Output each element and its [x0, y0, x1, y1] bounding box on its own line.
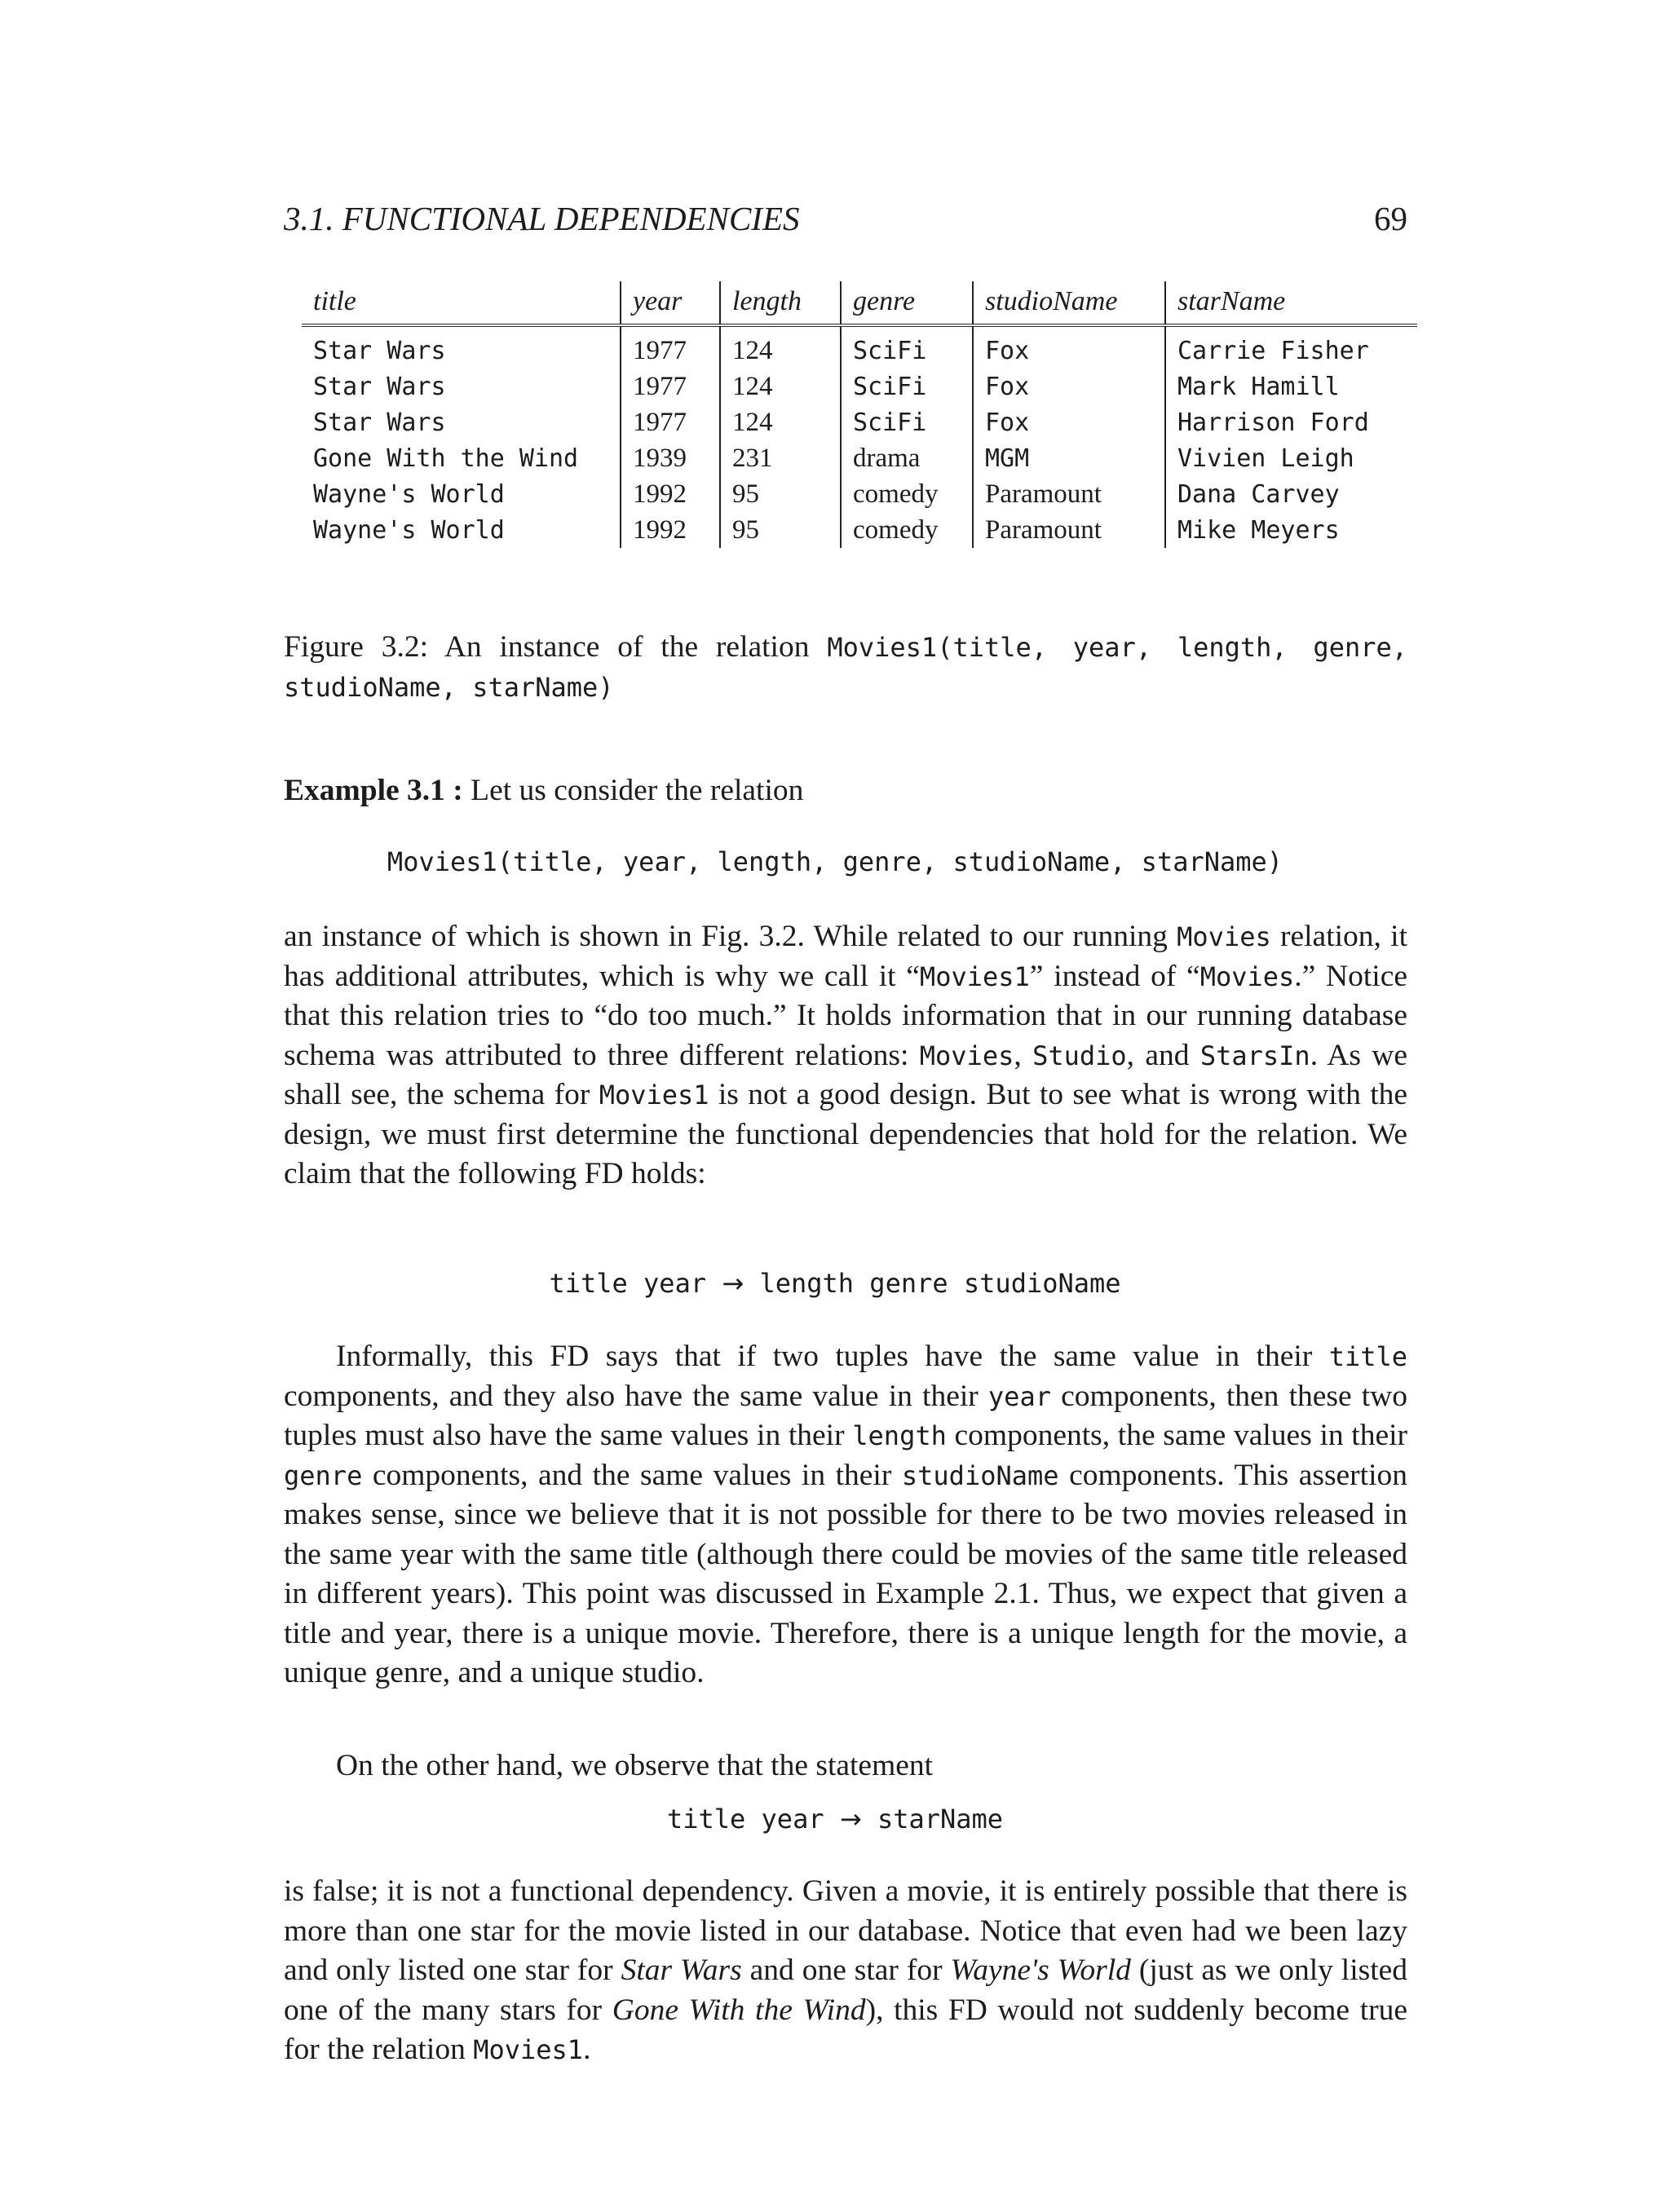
text-run: components. This assertion makes sense, since we believe that it is not possible for there to be two movies released in the same year with the same title (although there could be movies of the same title released in different years). This point was discussed in Example 2.1. Thus, we expect that given a title and year, there is a unique movie. Therefore, there is a unique length for the movie, a unique genre, and a unique studio. — [284, 1458, 1408, 1689]
page-number: 69 — [1374, 200, 1407, 237]
code-run: length — [852, 1420, 947, 1451]
table-row — [302, 369, 1417, 404]
table-row — [302, 404, 1417, 440]
cell-genre: comedy — [841, 512, 973, 548]
cell-title: Wayne's World — [313, 515, 505, 545]
cell-starname: Carrie Fisher — [1165, 325, 1417, 369]
text-run: ), this FD would not suddenly become true for the relation — [284, 1993, 1407, 2066]
cell-year: 1977 — [621, 404, 720, 440]
fd-title-year-determines-starname — [0, 1804, 1670, 1835]
column-header-title: title — [302, 281, 621, 325]
text-run: and one star for — [749, 1954, 943, 1987]
running-head: 3.1. FUNCTIONAL DEPENDENCIES — [284, 200, 800, 237]
code-run: Movies1 — [919, 960, 1030, 992]
text-run: , and — [1126, 1038, 1190, 1072]
cell-studioname: Paramount — [973, 512, 1165, 548]
column-header-genre: genre — [841, 281, 973, 325]
page-header — [284, 199, 1407, 248]
text-run: . As we shall see, the schema for — [284, 1038, 1408, 1111]
paragraph-4 — [284, 1872, 1407, 2070]
text-run: components, and they also have the same value in their — [284, 1379, 979, 1413]
text-run: , — [1014, 1038, 1022, 1072]
text-run: is not a good design. But to see what is wrong with the design, we must first determine the functional dependencies that hold for the relation. We claim that the following FD holds: — [284, 1078, 1408, 1190]
text-run: ” instead of “ — [1029, 959, 1200, 993]
table-row — [302, 476, 1417, 512]
cell-studioname: MGM — [973, 440, 1165, 476]
cell-genre: comedy — [841, 476, 973, 512]
cell-genre: SciFi — [841, 325, 973, 369]
text-run: (just as we only listed one of the many stars for — [284, 1954, 1408, 2027]
caption-relation-code: Movies1(title, year, length, genre, studioName, starName) — [284, 632, 1408, 703]
paragraph-2 — [284, 1337, 1407, 1693]
cell-year: 1977 — [621, 369, 720, 404]
cell-year: 1992 — [621, 476, 720, 512]
cell-year: 1939 — [621, 440, 720, 476]
cell-studioname: Fox — [973, 404, 1165, 440]
cell-title: Wayne's World — [313, 479, 505, 509]
code-run: Movies — [1177, 921, 1271, 952]
table-row — [302, 440, 1417, 476]
cell-title: Star Wars — [313, 408, 446, 437]
cell-year: 1992 — [621, 512, 720, 548]
cell-length: 95 — [720, 512, 841, 548]
code-run: year — [987, 1380, 1051, 1412]
code-run: Movies — [1199, 960, 1295, 992]
paragraph-3: On the other hand, we observe that the statement — [336, 1749, 934, 1782]
cell-length: 231 — [720, 440, 841, 476]
cell-studioname: Paramount — [973, 476, 1165, 512]
italic-run: Gone With the Wind — [612, 1993, 866, 2027]
code-run: studioName — [901, 1459, 1059, 1491]
cell-length: 124 — [720, 325, 841, 369]
italic-run: Star Wars — [621, 1954, 742, 1987]
cell-genre: drama — [841, 440, 973, 476]
example-heading — [284, 773, 803, 808]
fd-rhs: length genre studioName — [759, 1268, 1121, 1299]
table-row — [302, 512, 1417, 548]
text-run: .” Notice that this relation tries to “do too much.” It holds information that in our running database schema was attributed to three different relations: — [284, 959, 1407, 1072]
text-run: relation, it has additional attributes, which is why we call it “ — [284, 920, 1407, 993]
column-header-year: year — [621, 281, 720, 325]
cell-length: 124 — [720, 404, 841, 440]
fd-arrow: → — [839, 1804, 862, 1835]
cell-studioname: Fox — [973, 325, 1165, 369]
fd-title-year-determines-length-genre-studio — [0, 1268, 1670, 1299]
fd-lhs: title year — [666, 1804, 824, 1835]
example-label: Example 3.1 : — [284, 774, 463, 807]
cell-starname: Mark Hamill — [1165, 369, 1417, 404]
fd-arrow: → — [722, 1268, 744, 1299]
code-run: genre — [284, 1459, 363, 1491]
fd-lhs: title year — [549, 1268, 707, 1299]
cell-title: Star Wars — [313, 336, 446, 365]
text-run: components, and the same values in their — [372, 1458, 892, 1492]
cell-title: Star Wars — [313, 372, 446, 401]
table-row — [302, 325, 1417, 369]
fd-rhs: starName — [877, 1804, 1004, 1835]
cell-genre: SciFi — [841, 369, 973, 404]
example-intro: Let us consider the relation — [471, 774, 804, 807]
code-run: Studio — [1032, 1040, 1127, 1071]
cell-year: 1977 — [621, 325, 720, 369]
paragraph-1 — [284, 917, 1407, 1194]
cell-length: 124 — [720, 369, 841, 404]
text-run: an instance of which is shown in Fig. 3.2. While related to our running — [284, 920, 1168, 953]
column-header-starname: starName — [1165, 281, 1417, 325]
cell-starname: Dana Carvey — [1165, 476, 1417, 512]
column-header-studioname: studioName — [973, 281, 1165, 325]
figure-label: Figure 3.2: — [284, 630, 429, 664]
cell-length: 95 — [720, 476, 841, 512]
cell-starname: Vivien Leigh — [1165, 440, 1417, 476]
code-run: Movies1 — [473, 2034, 584, 2065]
cell-starname: Harrison Ford — [1165, 404, 1417, 440]
cell-starname: Mike Meyers — [1165, 512, 1417, 548]
code-run: StarsIn — [1199, 1040, 1310, 1071]
code-run: Movies1 — [599, 1080, 709, 1110]
text-run: components, the same values in their — [954, 1419, 1408, 1452]
table-header-row — [302, 281, 1417, 325]
text-run: components, then these two tuples must also have the same values in their — [284, 1379, 1408, 1452]
column-header-length: length — [720, 281, 841, 325]
text-run: Informally, this FD says that if two tuples have the same value in their — [336, 1340, 1313, 1373]
figure-caption — [284, 628, 1407, 707]
code-run: Movies — [919, 1040, 1014, 1071]
movies1-relation-table — [302, 281, 1417, 548]
cell-title: Gone With the Wind — [313, 444, 579, 473]
cell-genre: SciFi — [841, 404, 973, 440]
relation-display: Movies1(title, year, length, genre, studioName, starName) — [387, 846, 1283, 877]
italic-run: Wayne's World — [950, 1954, 1131, 1987]
code-run: title — [1328, 1341, 1408, 1372]
cell-studioname: Fox — [973, 369, 1165, 404]
text-run: . — [583, 2033, 591, 2066]
text-run: is false; it is not a functional dependency. Given a movie, it is entirely possible that there is more than one star for the movie listed in our database. Notice that even had we been lazy and only listed one star for — [284, 1874, 1407, 1987]
caption-text: An instance of the relation — [444, 630, 810, 664]
